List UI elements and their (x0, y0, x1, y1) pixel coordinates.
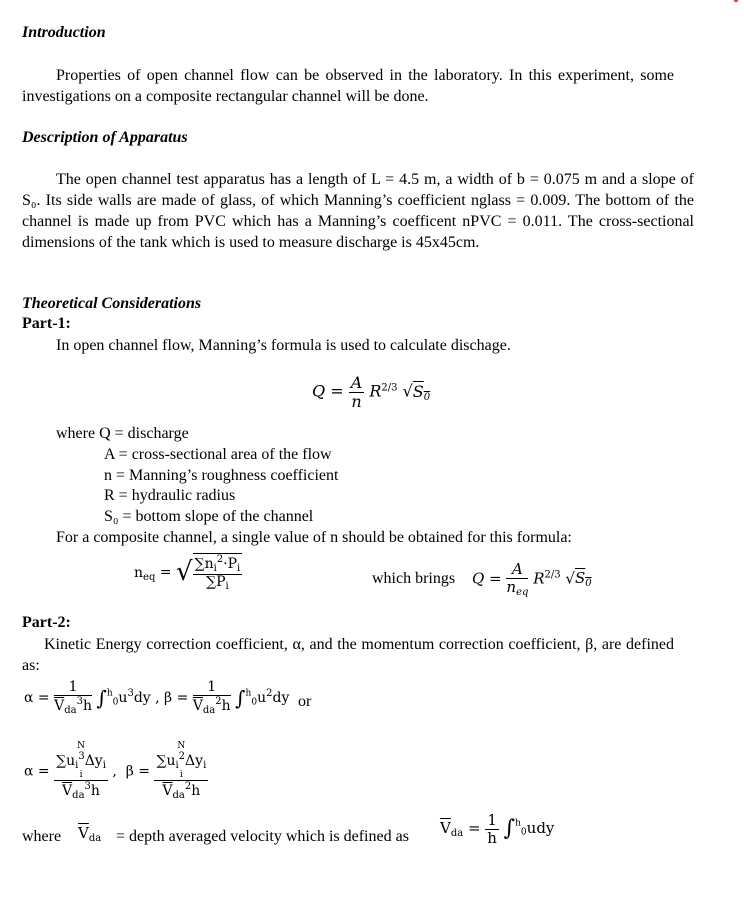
where-v-word: where (22, 828, 62, 845)
manning-formula: Q = $\frac{A}{n}$ $R^{2/3}$ $√S_0$ (312, 373, 431, 411)
which-brings-text: which brings (372, 570, 456, 587)
apparatus-paragraph: The open channel test apparatus has a length of L = 4.5 m, a width of b = 0.075 m and a slope of S₀. Its side walls are made of glass, of which Manning’s coefficient nglass = 0.009. The bottom of the channel is made up from PVC which has a Manning’s coefficent nPVC = 0.011. The cross-sectional dimensions of the tank which is used to measure discharge is 45x45cm. (22, 171, 694, 251)
definition-r: R = hydraulic radius (104, 487, 236, 504)
v-da-symbol: $\overline{V}_{da}$ (78, 824, 102, 844)
composite-channel-text: For a composite channel, a single value of n should be obtained for this formula: (56, 529, 572, 546)
alpha-beta-sum-formula: α = N $\sum u_i^3\Delta y_i$ i $\overline{V}_{da}^3h$ , β = N $\sum u_i^2\Delta y_i$ i $\overline{V}_{da}^2h$ (24, 741, 207, 801)
alpha-beta-integral-formula: α = $\frac{1}{\overline{V}_{da}^3h}$ $\int^h_0u^3dy$ , β = $\frac{1}{\overline{V}_{da}^2h}$ $\int^h_0u^2dy$ (24, 679, 290, 717)
definition-s0: S₀ = bottom slope of the channel (104, 508, 314, 525)
introduction-paragraph: Properties of open channel flow can be observed in the laboratory. In this experiment, some investigations on a composite rectangular channel will be done. (22, 67, 674, 105)
where-q-definition: where Q = discharge (56, 425, 189, 442)
v-da-definition-text: = depth averaged velocity which is defined as (116, 828, 409, 845)
corner-mark (734, 0, 738, 2)
introduction-heading: Introduction (22, 24, 106, 41)
manning-formula-neq: Q = $\frac{A}{n_{eq}}$ $R^{2/3}$ $√S_0$ (472, 560, 592, 598)
v-da-formula: $\overline{V}_{da}$ = $\frac{1}{h}$ ∫$^h_0$udy (440, 811, 555, 847)
or-word: or (298, 693, 312, 710)
definition-a: A = cross-sectional area of the flow (104, 446, 332, 463)
part2-label: Part-2: (22, 614, 71, 631)
neq-formula: $n_{eq}$ = √ $\frac{\sum n_i^2\cdot P_i}{\sum P_i}$ (134, 554, 241, 592)
definition-n: n = Manning’s roughness coefficient (104, 467, 339, 484)
part1-label: Part-1: (22, 315, 71, 332)
part1-paragraph: In open channel flow, Manning’s formula is used to calculate dischage. (56, 337, 511, 354)
apparatus-heading: Description of Apparatus (22, 129, 188, 146)
part2-paragraph: Kinetic Energy correction coefficient, α, and the momentum correction coefficient, β, are defined as: (22, 636, 674, 674)
theory-heading: Theoretical Considerations (22, 295, 202, 312)
